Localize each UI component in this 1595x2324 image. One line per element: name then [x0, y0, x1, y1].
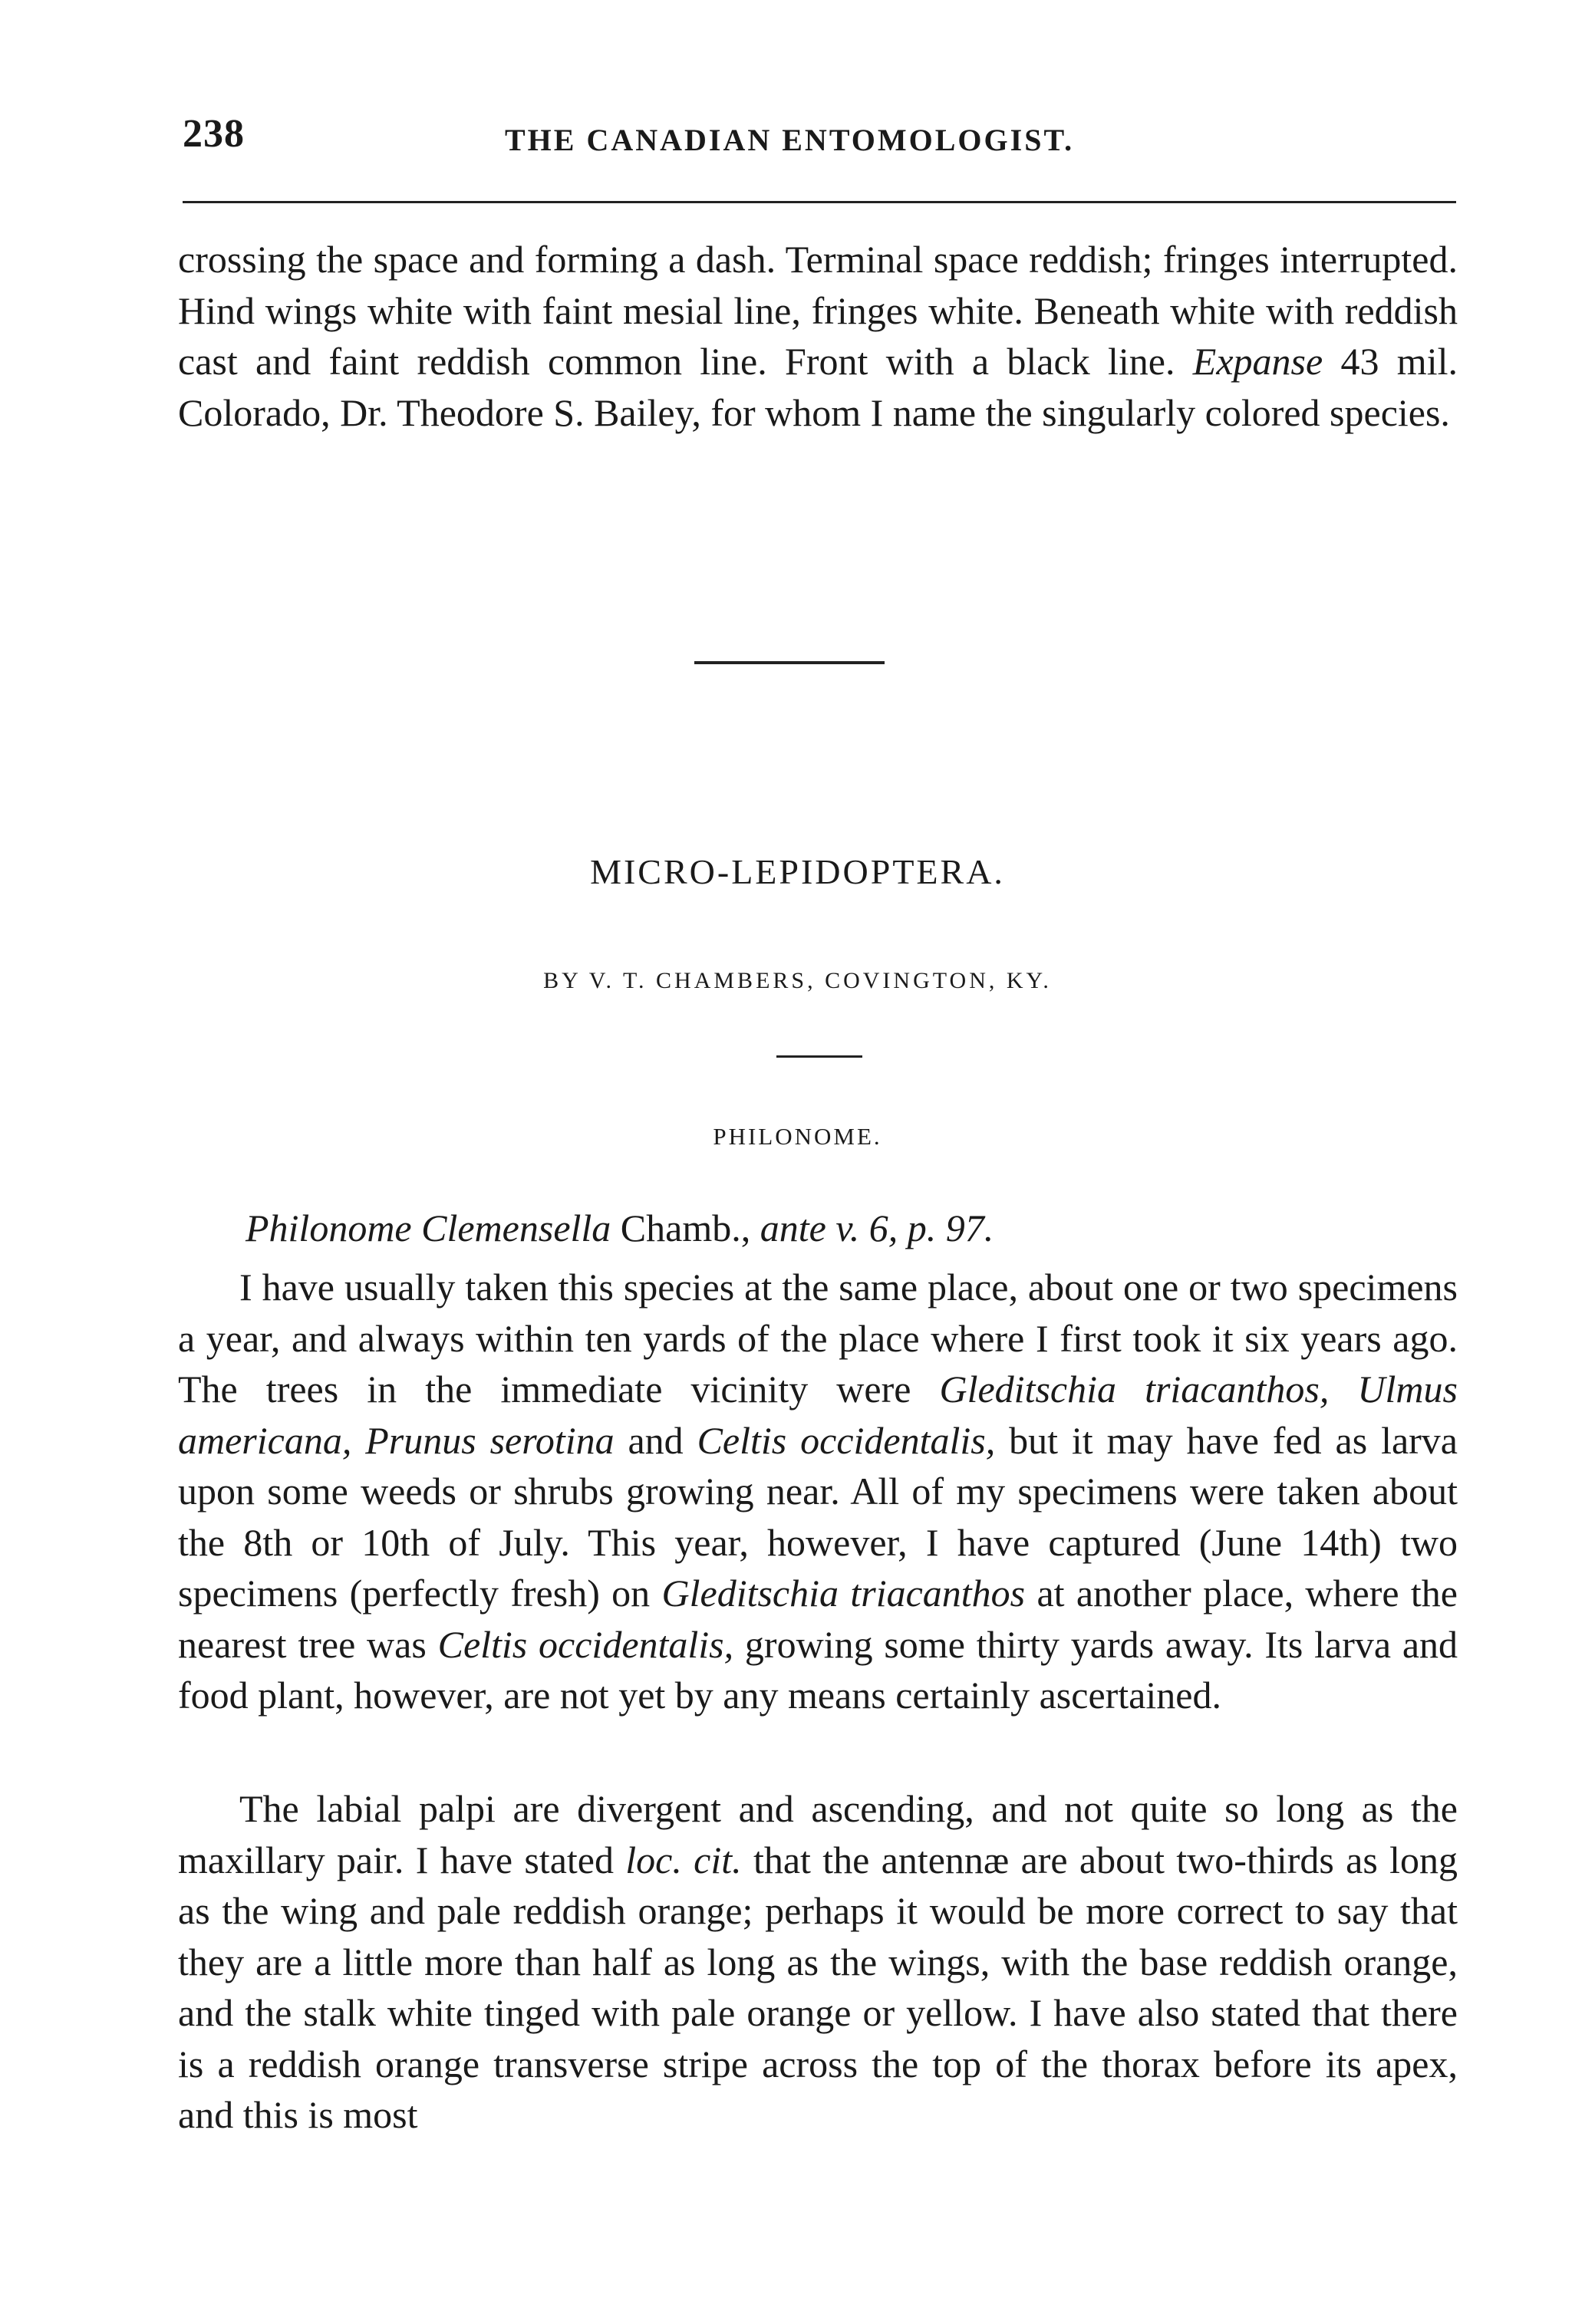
body-paragraph-1	[178, 1262, 1458, 1721]
text-run: growing some thirty yards away. Its larva and food plant, however, are not yet by any means certainly ascertained.	[178, 1622, 1458, 1717]
species-name: Philonome Clemensella	[246, 1206, 611, 1249]
volume-ref: ante v. 6, p. 97.	[760, 1206, 994, 1249]
text-run: but it may have fed as larva upon some weeds or shrubs growing near. All of my specimens were taken about the 8th or 10th of July. This year, however, I have captured (June 14th) two specimens (perfectly fresh) on	[178, 1418, 1458, 1615]
text-run: at another place, where the nearest tree was	[178, 1572, 1458, 1666]
body-paragraph-2	[178, 1783, 1458, 2141]
article-title: MICRO-LEPIDOPTERA.	[590, 852, 1005, 891]
header-rule	[183, 201, 1456, 203]
text-run-italic: Expanse	[1192, 340, 1323, 383]
text-run: and	[614, 1418, 697, 1462]
page-number: 238	[183, 112, 245, 156]
text-run-italic: Celtis occidentalis,	[437, 1622, 734, 1666]
text-run-italic: Gleditschia triacanthos, Ulmus americana, Prunus serotina	[178, 1368, 1458, 1462]
byline-divider	[776, 1055, 862, 1058]
running-header	[183, 111, 1456, 173]
text-run: crossing the space and forming a dash. Terminal space reddish; fringes interrupted. Hind wings white with faint mesial line, fringes white. Beneath white with reddish cast and faint reddish common line. Front with a black line.	[178, 238, 1458, 383]
text-run: 43 mil. Colorado, Dr. Theodore S. Bailey, for whom I name the singularly colored species.	[178, 340, 1458, 434]
text-run: The labial palpi are divergent and ascending, and not quite so long as the maxillary pair. I have stated	[178, 1787, 1458, 1881]
text-run: that the antennæ are about two-thirds as long as the wing and pale reddish orange; perhaps it would be more correct to say that they are a little more than half as long as the wings, with the base reddish orange, and the stalk white tinged with pale orange or yellow. I have also stated that there is a reddish orange transverse stripe across the top of the thorax before its apex, and this is most	[178, 1838, 1458, 2136]
article-byline: BY V. T. CHAMBERS, COVINGTON, KY.	[543, 968, 1052, 993]
paragraph-text	[178, 1262, 1458, 1721]
section-divider	[694, 661, 885, 664]
text-run-italic: Celtis occidentalis,	[697, 1418, 996, 1462]
genus-heading: PHILONOME.	[713, 1123, 882, 1150]
text-run-italic: loc. cit.	[625, 1838, 742, 1881]
text-run-italic: Gleditschia triacanthos	[661, 1572, 1026, 1615]
paragraph-text	[178, 1783, 1458, 2141]
journal-title: THE CANADIAN ENTOMOLOGIST.	[505, 123, 1075, 157]
species-citation	[246, 1206, 994, 1250]
continued-paragraph	[178, 234, 1458, 438]
text-run: I have usually taken this species at the same place, about one or two specimens a year, and always within ten yards of the place where I first took it six years ago. The trees in the immediate vicinity were	[178, 1266, 1458, 1411]
paragraph-text	[178, 234, 1458, 438]
author-ref: Chamb.,	[611, 1206, 760, 1249]
